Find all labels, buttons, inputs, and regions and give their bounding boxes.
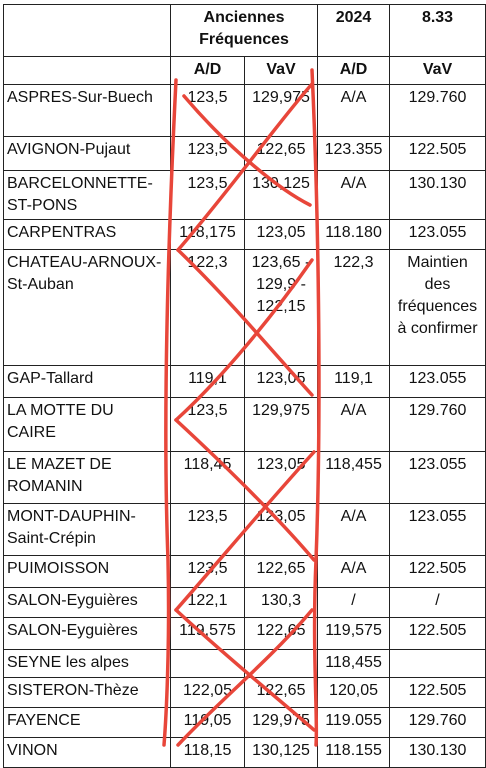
old-vav-cell: 123,65 - 129,9 - 122,15 xyxy=(245,250,318,366)
new-vav-cell: 123.055 xyxy=(390,504,486,556)
airfield-name-cell: ASPRES-Sur-Buech xyxy=(4,85,171,137)
header-empty-cell-2 xyxy=(4,57,171,85)
old-ad-cell: 122,3 xyxy=(171,250,245,366)
old-vav-cell: 122,65 xyxy=(245,678,318,708)
new-vav-cell: 122.505 xyxy=(390,618,486,650)
new-ad-cell: 120,05 xyxy=(318,678,390,708)
old-vav-cell xyxy=(245,650,318,678)
old-ad-cell: 123,5 xyxy=(171,398,245,452)
old-ad-cell: 122,1 xyxy=(171,588,245,618)
header-old-ad: A/D xyxy=(171,57,245,85)
new-vav-cell: 123.055 xyxy=(390,452,486,504)
old-vav-cell: 129,975 xyxy=(245,398,318,452)
old-vav-cell: 129,975 xyxy=(245,85,318,137)
new-ad-cell: 119,1 xyxy=(318,366,390,398)
old-ad-cell: 119,575 xyxy=(171,618,245,650)
new-ad-cell: A/A xyxy=(318,171,390,220)
frequency-table xyxy=(3,4,486,768)
old-ad-cell: 123,5 xyxy=(171,137,245,171)
airfield-name-cell: MONT-DAUPHIN-Saint-Crépin xyxy=(4,504,171,556)
table-row xyxy=(4,85,486,137)
table-row xyxy=(4,556,486,588)
airfield-name-cell: LA MOTTE DU CAIRE xyxy=(4,398,171,452)
old-ad-cell: 123,5 xyxy=(171,556,245,588)
airfield-name-cell: AVIGNON-Pujaut xyxy=(4,137,171,171)
new-vav-cell: 130.130 xyxy=(390,171,486,220)
old-vav-cell: 130,125 xyxy=(245,171,318,220)
old-ad-cell: 123,5 xyxy=(171,171,245,220)
new-ad-cell: A/A xyxy=(318,556,390,588)
header-new-vav: VaV xyxy=(390,57,486,85)
header-spacing: 8.33 xyxy=(390,5,486,57)
old-vav-cell: 122,65 xyxy=(245,556,318,588)
header-year: 2024 xyxy=(318,5,390,57)
table-row xyxy=(4,708,486,738)
new-vav-cell: / xyxy=(390,588,486,618)
table-row xyxy=(4,398,486,452)
airfield-name-cell: BARCELONNETTE-ST-PONS xyxy=(4,171,171,220)
new-vav-cell: 129.760 xyxy=(390,398,486,452)
table-row xyxy=(4,738,486,768)
old-ad-cell: 118,175 xyxy=(171,220,245,250)
new-ad-cell: 122,3 xyxy=(318,250,390,366)
new-ad-cell: 118.180 xyxy=(318,220,390,250)
header-old-frequencies: Anciennes Fréquences xyxy=(171,5,318,57)
new-vav-cell: 129.760 xyxy=(390,85,486,137)
airfield-name-cell: SALON-Eyguières xyxy=(4,618,171,650)
new-vav-cell: 129.760 xyxy=(390,708,486,738)
table-row xyxy=(4,504,486,556)
old-vav-cell: 122,65 xyxy=(245,137,318,171)
airfield-name-cell: CARPENTRAS xyxy=(4,220,171,250)
airfield-name-cell: SEYNE les alpes xyxy=(4,650,171,678)
old-vav-cell: 123,05 xyxy=(245,220,318,250)
header-empty-cell xyxy=(4,5,171,57)
airfield-name-cell: SALON-Eyguières xyxy=(4,588,171,618)
new-ad-cell: A/A xyxy=(318,504,390,556)
new-vav-cell: 122.505 xyxy=(390,678,486,708)
table-row xyxy=(4,678,486,708)
old-ad-cell: 119,05 xyxy=(171,708,245,738)
old-vav-cell: 123,05 xyxy=(245,366,318,398)
new-vav-cell: 122.505 xyxy=(390,137,486,171)
header-row-top xyxy=(4,5,486,57)
table-row xyxy=(4,137,486,171)
airfield-name-cell: GAP-Tallard xyxy=(4,366,171,398)
airfield-name-cell: CHATEAU-ARNOUX-St-Auban xyxy=(4,250,171,366)
table-row xyxy=(4,220,486,250)
new-ad-cell: A/A xyxy=(318,85,390,137)
new-vav-cell: 123.055 xyxy=(390,366,486,398)
header-new-ad: A/D xyxy=(318,57,390,85)
old-vav-cell: 123,05 xyxy=(245,452,318,504)
airfield-name-cell: SISTERON-Thèze xyxy=(4,678,171,708)
table-row xyxy=(4,588,486,618)
old-ad-cell: 118,45 xyxy=(171,452,245,504)
old-vav-cell: 130,3 xyxy=(245,588,318,618)
table-row xyxy=(4,171,486,220)
airfield-name-cell: PUIMOISSON xyxy=(4,556,171,588)
new-ad-cell: / xyxy=(318,588,390,618)
new-ad-cell: 123.355 xyxy=(318,137,390,171)
old-vav-cell: 122,65 xyxy=(245,618,318,650)
header-old-vav: VaV xyxy=(245,57,318,85)
old-ad-cell: 118,15 xyxy=(171,738,245,768)
new-vav-cell: 122.505 xyxy=(390,556,486,588)
old-vav-cell: 130,125 xyxy=(245,738,318,768)
new-ad-cell: 118,455 xyxy=(318,452,390,504)
new-ad-cell: 118.155 xyxy=(318,738,390,768)
airfield-name-cell: LE MAZET DE ROMANIN xyxy=(4,452,171,504)
old-vav-cell: 129,975 xyxy=(245,708,318,738)
airfield-name-cell: VINON xyxy=(4,738,171,768)
airfield-name-cell: FAYENCE xyxy=(4,708,171,738)
table-row xyxy=(4,452,486,504)
new-vav-cell: 130.130 xyxy=(390,738,486,768)
new-ad-cell: 118,455 xyxy=(318,650,390,678)
new-ad-cell: 119,575 xyxy=(318,618,390,650)
table-row xyxy=(4,366,486,398)
old-ad-cell: 123,5 xyxy=(171,504,245,556)
new-ad-cell: 119.055 xyxy=(318,708,390,738)
old-ad-cell: 119,1 xyxy=(171,366,245,398)
new-vav-cell: 123.055 xyxy=(390,220,486,250)
table-row xyxy=(4,650,486,678)
table-row xyxy=(4,618,486,650)
table-row xyxy=(4,250,486,366)
old-vav-cell: 123,05 xyxy=(245,504,318,556)
old-ad-cell xyxy=(171,650,245,678)
new-vav-cell xyxy=(390,650,486,678)
header-row-sub xyxy=(4,57,486,85)
new-vav-cell: Maintien des fréquences à confirmer xyxy=(390,250,486,366)
old-ad-cell: 122,05 xyxy=(171,678,245,708)
new-ad-cell: A/A xyxy=(318,398,390,452)
old-ad-cell: 123,5 xyxy=(171,85,245,137)
